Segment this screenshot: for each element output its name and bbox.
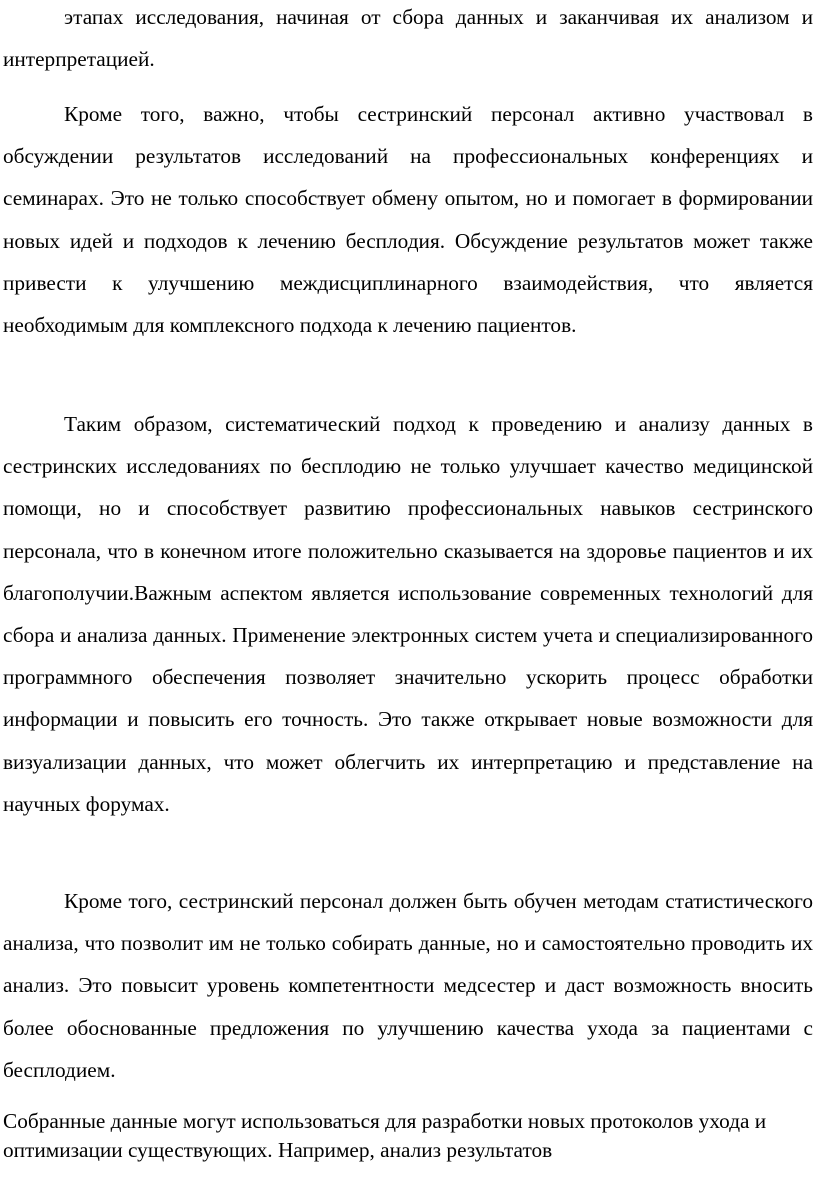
paragraph-systematic-approach: Таким образом, систематический подход к проведению и анализу данных в сестринских исследованиях по бесплодию не только улучшает качество медицинской помощи, но и способствует развитию профессиональных навыков сестринского персонала, что в конечном итоге положительно сказывается на здоровье пациентов и их благополучии.Важным аспектом является использование современных технологий для сбора и анализа данных. Применение электронных систем учета и специализированного программного обеспечения позволяет значительно ускорить процесс обработки информации и повысить его точность. Это также открывает новые возможности для визуализации данных, что может облегчить их интерпретацию и представление на научных форумах.	[3, 412, 813, 816]
paragraph-statistical-training: Кроме того, сестринский персонал должен быть обучен методам статистического анализа, что позволит им не только собирать данные, но и самостоятельно проводить их анализ. Это повысит уровень компетентности медсестер и даст возможность вносить более обоснованные предложения по улучшению качества ухода за пациентами с бесплодием.	[3, 889, 813, 1082]
paragraph-continuation: этапах исследования, начиная от сбора данных и заканчивая их анализом и интерпретацией.	[3, 5, 813, 72]
paragraph-collected-data: Собранные данные могут использоваться для разработки новых протоколов ухода и оптимизации существующих. Например, анализ результатов	[3, 1109, 767, 1162]
paragraph-discussion: Кроме того, важно, чтобы сестринский персонал активно участвовал в обсуждении результатов исследований на профессиональных конференциях и семинарах. Это не только способствует обмену опытом, но и помогает в формировании новых идей и подходов к лечению бесплодия. Обсуждение результатов может также привести к улучшению междисциплинарного взаимодействия, что является необходимым для комплексного подхода к лечению пациентов.	[3, 102, 813, 338]
